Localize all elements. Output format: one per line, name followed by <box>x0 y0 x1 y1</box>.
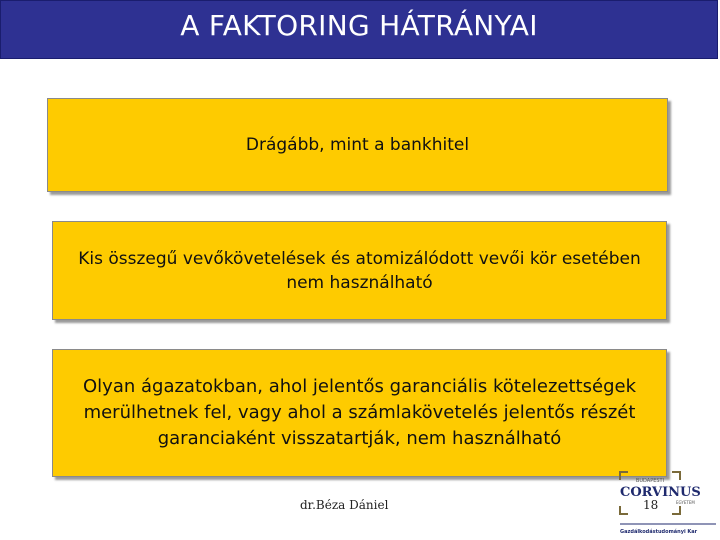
corvinus-logo <box>618 470 718 536</box>
logo-top-text: BUDAPESTI <box>635 478 665 484</box>
logo-side-text: EGYETEM <box>676 500 695 505</box>
disadvantage-box-2: Kis összegű vevőkövetelések és atomizálódott vevői kör esetében nem használható <box>52 221 667 320</box>
disadvantage-box-3: Olyan ágazatokban, ahol jelentős garanciális kötelezettségek merülhetnek fel, vagy ahol a számlakövetelés jelentős részét garanciaként visszatartják, nem használható <box>52 349 667 477</box>
logo-name: CORVINUS <box>620 485 701 500</box>
title-bar <box>0 0 718 59</box>
footer-author: dr.Béza Dániel <box>300 498 389 512</box>
disadvantage-box-1: Drágább, mint a bankhitel <box>47 98 668 192</box>
slide-title: A FAKTORING HÁTRÁNYAI <box>180 9 538 42</box>
logo-faculty: Gazdálkodástudományi Kar <box>620 529 698 535</box>
page-number: 18 <box>643 498 659 512</box>
